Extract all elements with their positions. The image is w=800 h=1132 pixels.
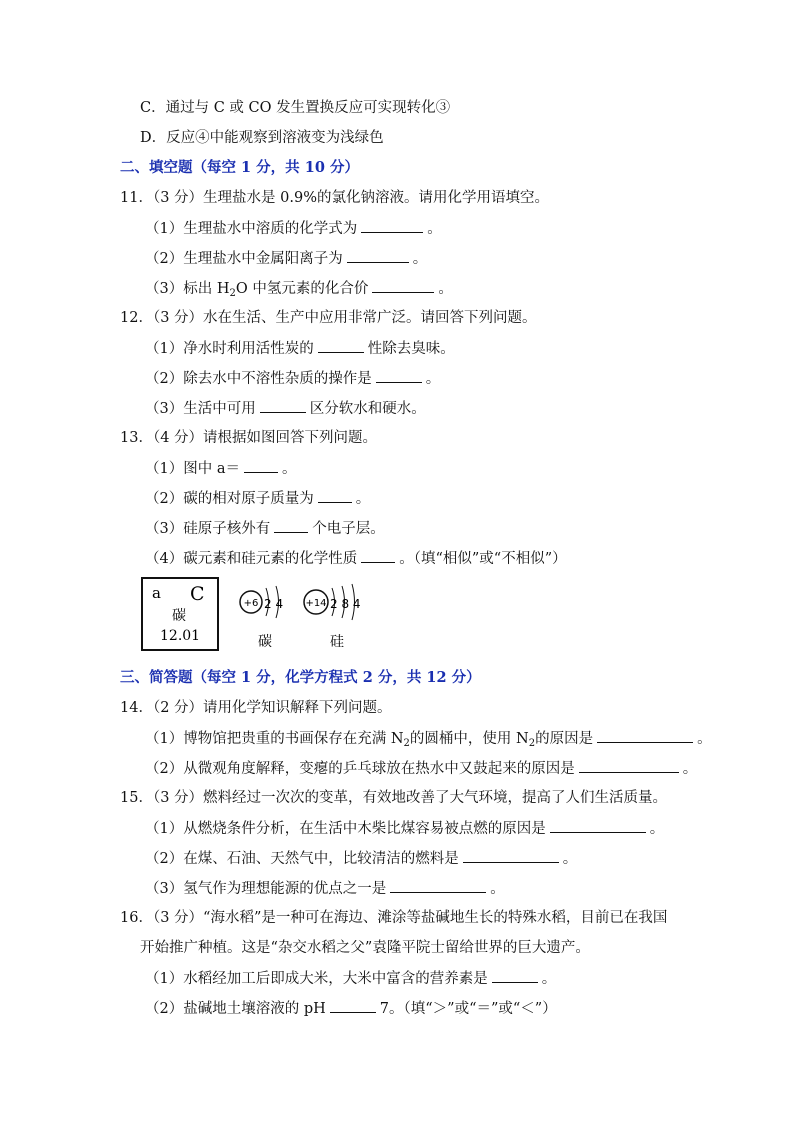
q13-p3-text-a: （3）硅原子核外有: [145, 521, 271, 537]
q13-p4-text-b: 。（填“相似”或“不相似”）: [399, 551, 567, 567]
question-15-stem: 15．（3 分）燃料经过一次次的变革，有效地改善了大气环境，提高了人们生活质量。: [120, 790, 668, 806]
answer-blank[interactable]: [274, 518, 308, 533]
silicon-atom-diagram: [304, 584, 361, 650]
q14-p1-text-a: （1）博物馆把贵重的书画保存在充满 N: [145, 731, 404, 747]
periodic-table-cell: [142, 578, 218, 650]
question-13-part-2: [145, 488, 370, 509]
answer-blank[interactable]: [579, 758, 679, 773]
q12-p1-text-b: 性除去臭味。: [367, 341, 455, 357]
q11-p1-text: （1）生理盐水中溶质的化学式为: [145, 221, 358, 237]
answer-blank[interactable]: [376, 368, 422, 383]
answer-blank[interactable]: [390, 878, 486, 893]
q12-p1-text-a: （1）净水时利用活性炭的: [145, 341, 314, 357]
q14-p1-text-b: 的圆桶中，使用 N: [409, 731, 529, 747]
period: 。: [697, 731, 712, 747]
question-12-part-2: [145, 368, 440, 389]
question-12-stem: 12．（3 分）水在生活、生产中应用非常广泛。请回答下列问题。: [120, 310, 537, 326]
answer-blank[interactable]: [492, 968, 538, 983]
option-d: D．反应④中能观察到溶液变为浅绿色: [140, 130, 384, 146]
question-11-part-3: [145, 278, 453, 304]
q15-p1-text: （1）从燃烧条件分析，在生活中木柴比煤容易被点燃的原因是: [145, 821, 546, 837]
answer-blank[interactable]: [330, 998, 376, 1013]
cell-mass: 12.01: [160, 628, 201, 644]
answer-blank[interactable]: [463, 848, 559, 863]
answer-blank[interactable]: [597, 728, 693, 743]
answer-blank[interactable]: [372, 278, 434, 293]
question-16-stem-line-1: 16．（3 分）“海水稻”是一种可在海边、滩涂等盐碱地生长的特殊水稻，目前已在我国: [120, 910, 668, 926]
cell-name: 碳: [172, 608, 186, 624]
q11-p3-text-b: O 中氢元素的化合价: [235, 281, 369, 297]
period: 。: [427, 221, 442, 237]
carbon-atom-diagram: [240, 586, 283, 650]
answer-blank[interactable]: [260, 398, 306, 413]
question-15-part-3: [145, 878, 505, 899]
answer-blank[interactable]: [361, 218, 423, 233]
q14-p2-text: （2）从微观角度解释，变瘪的乒乓球放在热水中又鼓起来的原因是: [145, 761, 575, 777]
question-15-part-2: [145, 848, 577, 869]
q13-p1-text: （1）图中 a＝: [145, 461, 240, 477]
q13-p2-text: （2）碳的相对原子质量为: [145, 491, 314, 507]
question-13-part-1: [145, 458, 296, 479]
q16-p1-text: （1）水稻经加工后即成大米，大米中富含的营养素是: [145, 971, 488, 987]
carbon-label: 碳: [258, 634, 272, 650]
answer-blank[interactable]: [318, 488, 352, 503]
period: 。: [438, 281, 453, 297]
subscript: 2: [403, 738, 410, 749]
silicon-shell-electrons: 2 8 4: [330, 597, 361, 611]
q15-p2-text: （2）在煤、石油、天然气中，比较清洁的燃料是: [145, 851, 459, 867]
question-14-part-1: [145, 728, 712, 754]
question-16-part-2: [145, 998, 557, 1019]
q13-p4-text-a: （4）碳元素和硅元素的化学性质: [145, 551, 358, 567]
subscript: 2: [528, 738, 536, 749]
question-14-part-2: [145, 758, 697, 779]
period: 。: [649, 821, 665, 837]
answer-blank[interactable]: [361, 548, 395, 563]
q12-p2-text: （2）除去水中不溶性杂质的操作是: [145, 371, 372, 387]
silicon-nucleus-charge: +14: [305, 598, 327, 609]
answer-blank[interactable]: [550, 818, 646, 833]
period: 。: [562, 851, 578, 867]
q12-p3-text-a: （3）生活中可用: [145, 401, 256, 417]
period: 。: [490, 881, 505, 897]
question-13-part-3: [145, 518, 385, 539]
period: 。: [281, 461, 297, 477]
option-c: C．通过与 C 或 CO 发生置换反应可实现转化③: [140, 100, 451, 116]
period: 。: [425, 371, 441, 387]
section-heading-short-answer: 三、简答题（每空 1 分，化学方程式 2 分，共 12 分）: [120, 669, 481, 686]
q14-p1-text-c: 的原因是: [535, 731, 594, 747]
cell-symbol: C: [190, 583, 205, 605]
question-14-stem: 14．（2 分）请用化学知识解释下列问题。: [120, 700, 392, 716]
cell-atomic-number: a: [152, 584, 161, 602]
question-12-part-1: [145, 338, 455, 359]
period: 。: [541, 971, 557, 987]
q16-p2-text-b: 7。（填“＞”或“＝”或“＜”）: [379, 1001, 557, 1017]
question-13-part-4: [145, 548, 567, 569]
silicon-label: 硅: [330, 634, 344, 650]
question-11-part-1: [145, 218, 442, 239]
element-figure: [140, 576, 400, 656]
q15-p3-text: （3）氢气作为理想能源的优点之一是: [145, 881, 387, 897]
answer-blank[interactable]: [318, 338, 364, 353]
q16-p2-text-a: （2）盐碱地土壤溶液的 pH: [145, 1001, 326, 1017]
subscript: 2: [229, 288, 236, 299]
section-heading-fill-in: 二、填空题（每空 1 分，共 10 分）: [120, 159, 359, 176]
period: 。: [682, 761, 698, 777]
answer-blank[interactable]: [347, 248, 409, 263]
question-15-part-1: [145, 818, 664, 839]
answer-blank[interactable]: [244, 458, 278, 473]
question-11-stem: 11．（3 分）生理盐水是 0.9%的氯化钠溶液。请用化学用语填空。: [120, 190, 549, 206]
question-16-stem-line-2: 开始推广种植。这是“杂交水稻之父”袁隆平院士留给世界的巨大遗产。: [140, 940, 590, 956]
q13-p3-text-b: 个电子层。: [312, 521, 385, 537]
question-11-part-2: [145, 248, 427, 269]
period: 。: [412, 251, 428, 267]
q12-p3-text-b: 区分软水和硬水。: [309, 401, 426, 417]
period: 。: [355, 491, 371, 507]
question-16-part-1: [145, 968, 556, 989]
question-12-part-3: [145, 398, 426, 419]
question-13-stem: 13．（4 分）请根据如图回答下列问题。: [120, 430, 378, 446]
carbon-shell-electrons: 2 4: [264, 597, 284, 611]
q11-p2-text: （2）生理盐水中金属阳离子为: [145, 251, 343, 267]
carbon-nucleus-charge: +6: [243, 598, 259, 609]
q11-p3-text-a: （3）标出 H: [145, 281, 230, 297]
